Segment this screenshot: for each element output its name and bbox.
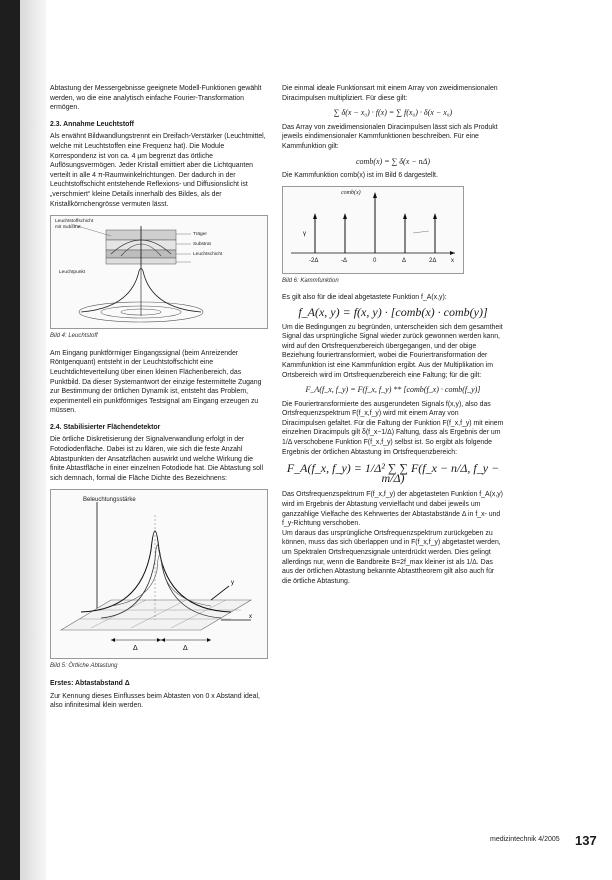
fig6-tick-neg1: -Δ bbox=[341, 257, 348, 264]
figure-leuchtstoff-caption: Bild 4: Leuchtstoff bbox=[50, 333, 98, 340]
scan-page-edge bbox=[20, 0, 46, 880]
svg-text:x: x bbox=[249, 614, 252, 621]
fig6-tick-neg2: -2Δ bbox=[309, 257, 319, 264]
fig6-tick-zero: 0 bbox=[373, 257, 377, 264]
svg-text:y: y bbox=[231, 580, 234, 587]
fig4-label-leuchtpunkt: Leuchtpunkt bbox=[59, 270, 86, 276]
fig6-ylabel: comb(x) bbox=[341, 189, 361, 196]
fig6-axis-x: x bbox=[451, 257, 454, 264]
figure-comb bbox=[282, 186, 464, 274]
paragraph-kamm-figure-ref: Die Kammfunktion comb(x) ist im Bild 6 dargestellt. bbox=[282, 172, 438, 180]
equation-convolution: F_A(f_x, f_y) = F(f_x, f_y) ** [comb(f_x) · comb(f_y)] bbox=[305, 385, 481, 395]
paragraph-leuchtstoff: Als erwähnt Bildwandlungstrennt ein Dreifach-Verstärker (Leuchtmittel, welche mit Leuchtstoffen eine Frequenz hat). Die Module Korrespondenz ist von ca. 4 µm begrenzt das örtliche Auflösungsvermögen. Jeder Kristall emittiert aber die Lichtquanten verteilt in alle 4 π-Raumwinkelrichtungen. Der dadurch in der Leuchtstoffschicht entstehende Reflexions- und Diffusionslicht ist „verschmiert“ kleine Details innerhalb des Bildes, als der Kristallkörnchengrösse vermuten lässt. bbox=[50, 133, 266, 208]
heading-first: Erstes: Abtastabstand Δ bbox=[50, 680, 130, 688]
fig6-tick-pos2: 2Δ bbox=[429, 257, 437, 264]
equation-spectrum-sum: F_A(f_x, f_y) = 1/Δ² ∑ ∑ F(f_x − n/Δ, f_y − m/Δ) bbox=[286, 461, 500, 485]
paragraph-punktbild: Am Eingang punktförmiger Eingangssignal (beim Anreizender Röntgenquant) entsteht in der Leuchtstoffschicht eine Leuchtdichteverteilung über einen kleinen Flächenbereich, das Punktbild. Da dieser Systemantwort der einzige festermittelte Zugang zur Bestimmung der örtlichen Dynamik ist, entsteht das Problem, experimentell ein punktförmiges Testsignal am Eingang erzeugen zu müssen. bbox=[50, 349, 262, 415]
paragraph-sampling-theorem: Um daraus das ursprüngliche Ortsfrequenzspektrum zurückgeben zu können, muss das sich überlappen und in F(f_x,f_y) abgetastet werden, um Spektralen Ortsfrequenzsignale unterdrückt werden. Dies gelingt allerdings nur, wenn die Bandbreite B=2f_max kleiner ist als 1/Δ. Das aus der örtlichen Abtastung bekannte Abtasttheorem gilt also auch für die örtliche Abtastung. bbox=[282, 529, 501, 585]
figure-comb-caption: Bild 6: Kammfunktion bbox=[282, 277, 339, 284]
svg-text:γ: γ bbox=[303, 230, 306, 237]
scan-dark-strip bbox=[0, 0, 20, 880]
paragraph-sampling: Die örtliche Diskretisierung der Signalverwandlung erfolgt in der Fotodiodenfläche. Dabei ist zu klären, wie sich die feste Anzahl Abtastpunkten der Ansatzflächen auswirkt und welche Wirkung die finite Abtastfläche in einer einzelnen Fotodiode hat. Die Abtastung soll sich demnach, formal die Fläche Dichte des Bezeichnens: bbox=[50, 436, 263, 482]
fig4-label-traeger: Träger bbox=[193, 232, 207, 238]
fig6-tick-pos1: Δ bbox=[402, 257, 407, 264]
left-column bbox=[50, 84, 268, 711]
equation-comb: comb(x) = ∑ δ(x − nΔ) bbox=[356, 156, 430, 166]
paragraph-kamm: Das Array von zweidimensionalen Diracimpulsen lässt sich als Produkt jeweils eindimensionaler Kammfunktionen beschreiben. Für eine Kammfunktion gilt: bbox=[282, 123, 498, 150]
heading-sampling: 2.4. Stabilisierter Flächendetektor bbox=[50, 423, 161, 431]
svg-text:Δ: Δ bbox=[133, 645, 138, 653]
fig4-label-substrate-layer: Leuchtstoffschicht mit Substrat bbox=[55, 219, 94, 230]
paragraph-ideal-sampled: Es gilt also für die ideal abgetastete Funktion f_A(x,y): bbox=[282, 294, 447, 302]
figure-sampling-caption: Bild 5: Örtliche Abtastung bbox=[50, 663, 118, 670]
figure-sampling-drawing bbox=[51, 490, 267, 658]
paragraph-replication: Das Ortsfrequenzspektrum F(f_x,f_y) der abgetasteten Funktion f_A(x,y) wird im Ergebnis der Abtastung vervielfacht und dabei jeweils um ganzzahlige Vielfache des Kehrwertes der Abtastabstände Δ in f_x- und f_y-Richtung verschoben. bbox=[282, 491, 503, 528]
paragraph-first: Zur Kennung dieses Einflusses beim Abtasten von 0 x Abstand ideal, also infinitesimal klein werden. bbox=[50, 692, 260, 710]
page-number: 137 bbox=[575, 833, 597, 848]
paragraph-spectrum: Die Fouriertransformierte des ausgerundeten Signals f(x,y), also das Ortsfrequenzspektrum F(f_x,f_y) wird mit einem Array von Diracimpulsen gefaltet. Für die Faltung der Funktion F(f_x,f_y) mit einem einzelnen Diracimpuls gilt δ(f_x−1/Δ) Faltung, dass als Ergebnis der um 1/Δ verschobene Funktion F(f_x,f_y) selbst ist. So ergibt als folgende Ergebnis der örtlichen Abtastung im Ortsfrequenzbereich: bbox=[282, 400, 504, 456]
svg-text:Δ: Δ bbox=[183, 645, 188, 653]
figure-sampling bbox=[50, 489, 268, 659]
fig5-title: Beleuchtungsstärke bbox=[83, 497, 136, 504]
paragraph-intro: Abtastung der Messergebnisse geeignete Modell-Funktionen gewählt werden, wo die eine analytisch einfache Fourier-Transformation ermögen. bbox=[50, 85, 262, 112]
paragraph-fourier: Um die Bedingungen zu begründen, unterscheiden sich dem gesamtheit Signal das ursprüngliche Signal wieder zurück gewonnen werden kann, wird auf den Ortsfrequenzbereich übergegangen, und der obige Beziehung fouriertransformiert, wobei die Fouriertransformation der Kammfunktion ist eine Kammfunktion ergibt. Aus der Multiplikation im Ortsbereich wird im Ortsfrequenzbereich eine Faltung; für die gilt: bbox=[282, 323, 503, 379]
right-column bbox=[282, 84, 504, 586]
equation-dirac: ∑ δ(x − x₀) · f(x) = ∑ f(x₀) · δ(x − x₀) bbox=[333, 108, 453, 118]
journal-footer: medizintechnik 4/2005 bbox=[490, 836, 560, 843]
fig4-label-substrat: Substrat bbox=[193, 242, 211, 248]
figure-leuchtstoff bbox=[50, 215, 268, 329]
heading-leuchtstoff: 2.3. Annahme Leuchtstoff bbox=[50, 120, 134, 128]
fig4-label-leuchtschicht: Leuchtschicht bbox=[193, 252, 223, 258]
equation-sampled-function: f_A(x, y) = f(x, y) · [comb(x) · comb(y)] bbox=[298, 304, 488, 319]
paragraph-dirac: Die einmal ideale Funktionsart mit einem Array von zweidimensionalen Diracimpulsen multipliziert. Für diese gilt: bbox=[282, 85, 498, 102]
